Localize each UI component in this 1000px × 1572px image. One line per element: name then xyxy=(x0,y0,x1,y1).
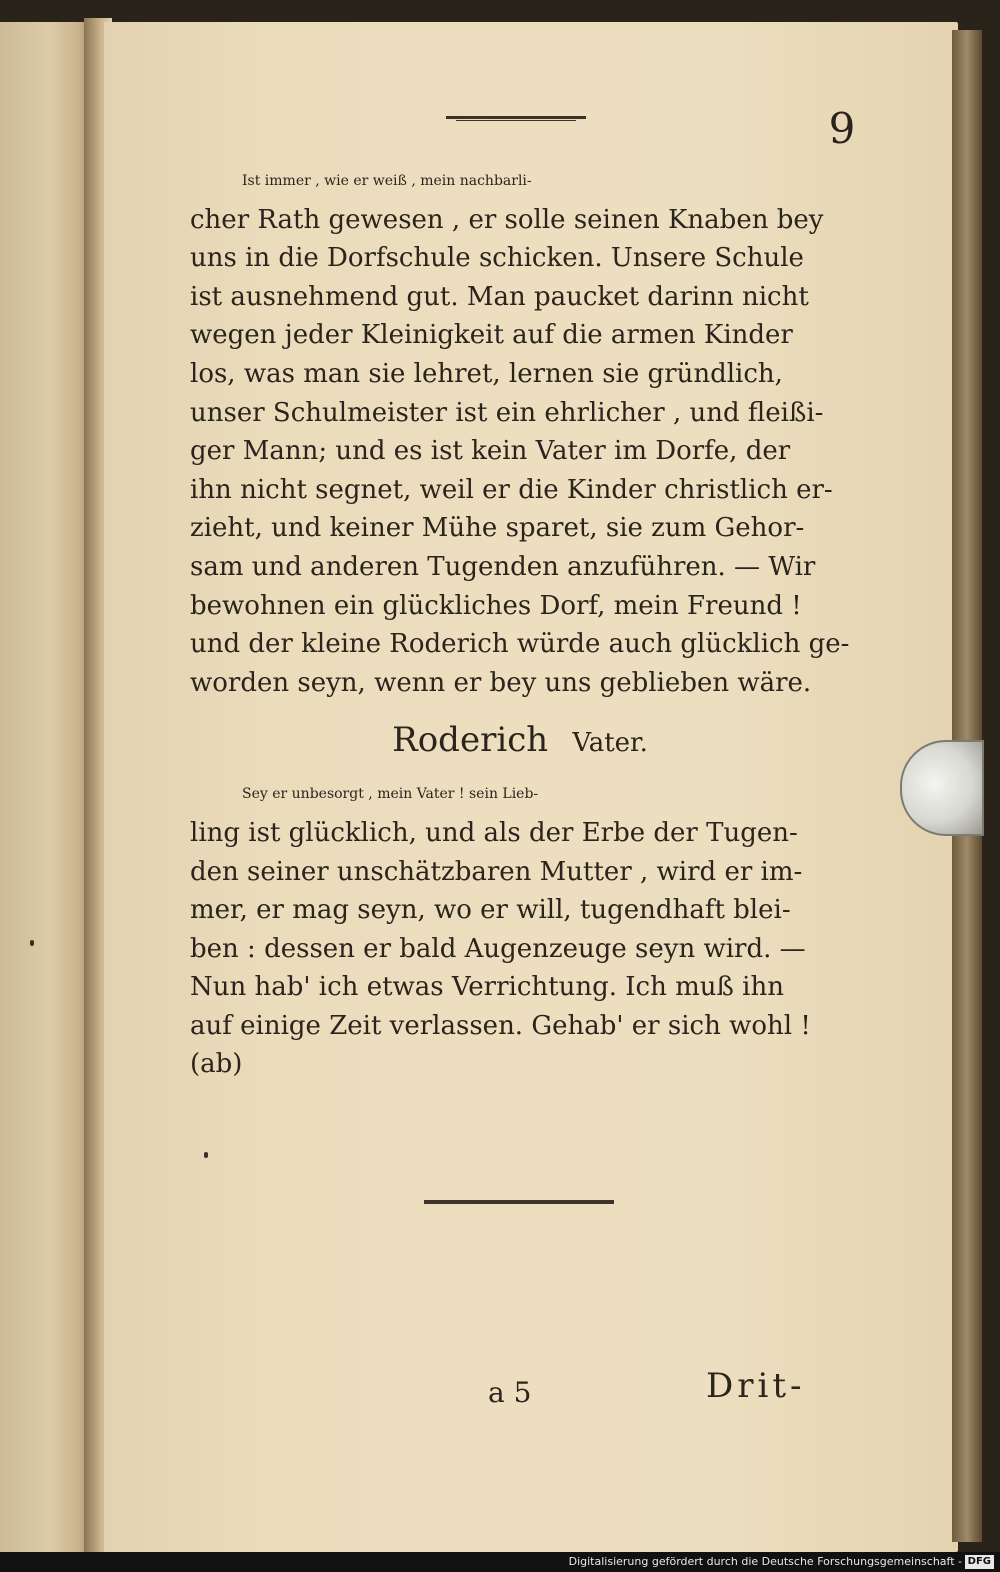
page-clip xyxy=(900,740,984,836)
body-text xyxy=(190,162,850,1084)
ink-speck xyxy=(30,940,34,946)
text-line: den seiner unschätzbaren Mutter , wird er im- xyxy=(190,856,803,887)
top-ornament xyxy=(446,114,586,122)
speaker-heading xyxy=(190,710,850,773)
bottom-ornament xyxy=(424,1200,614,1204)
page-number: 9 xyxy=(828,104,856,153)
text-line: sam und anderen Tugenden anzuführen. — Wir xyxy=(190,551,816,582)
digitization-footer xyxy=(0,1552,1000,1572)
text-line: bewohnen ein glückliches Dorf, mein Freund ! xyxy=(190,590,802,621)
text-line: worden seyn, wenn er bey uns geblieben wäre. xyxy=(190,667,812,698)
text-line: ger Mann; und es ist kein Vater im Dorfe, der xyxy=(190,436,791,467)
text-line: auf einige Zeit verlassen. Gehab' er sich wohl ! xyxy=(190,1010,811,1041)
signature-mark: a 5 xyxy=(488,1376,532,1409)
text-line: los, was man sie lehret, lernen sie gründlich, xyxy=(190,358,783,389)
catchword: Drit- xyxy=(706,1366,806,1406)
speaker-role: Vater. xyxy=(572,728,648,759)
text-line: ling ist glücklich, und als der Erbe der Tugen- xyxy=(190,817,798,848)
text-line: Nun hab' ich etwas Verrichtung. Ich muß ihn xyxy=(190,972,784,1003)
text-line: mer, er mag seyn, wo er will, tugendhaft blei- xyxy=(190,895,791,926)
text-line: ihn nicht segnet, weil er die Kinder christlich er- xyxy=(190,474,833,505)
text-line: cher Rath gewesen , er solle seinen Knaben bey xyxy=(190,204,824,235)
text-line: uns in die Dorfschule schicken. Unsere Schule xyxy=(190,243,804,274)
text-line: ist ausnehmend gut. Man paucket darinn nicht xyxy=(190,281,809,312)
speaker-name: Roderich xyxy=(392,720,549,761)
stage-direction: (ab) xyxy=(190,1049,243,1080)
left-page xyxy=(0,22,92,1552)
text-line: unser Schulmeister ist ein ehrlicher , und fleißi- xyxy=(190,397,824,428)
text-line: zieht, und keiner Mühe sparet, sie zum Gehor- xyxy=(190,513,805,544)
text-line: Ist immer , wie er weiß , mein nachbarli- xyxy=(242,173,532,189)
ink-speck xyxy=(204,1152,208,1158)
footer-credit: Digitalisierung gefördert durch die Deutsche Forschungsgemeinschaft - xyxy=(568,1555,962,1568)
text-line: ben : dessen er bald Augenzeuge seyn wird. — xyxy=(190,933,806,964)
dfg-logo: DFG xyxy=(965,1555,994,1569)
text-line: und der kleine Roderich würde auch glücklich ge- xyxy=(190,629,850,660)
text-line: Sey er unbesorgt , mein Vater ! sein Lieb- xyxy=(242,786,539,803)
text-line: wegen jeder Kleinigkeit auf die armen Kinder xyxy=(190,320,793,351)
